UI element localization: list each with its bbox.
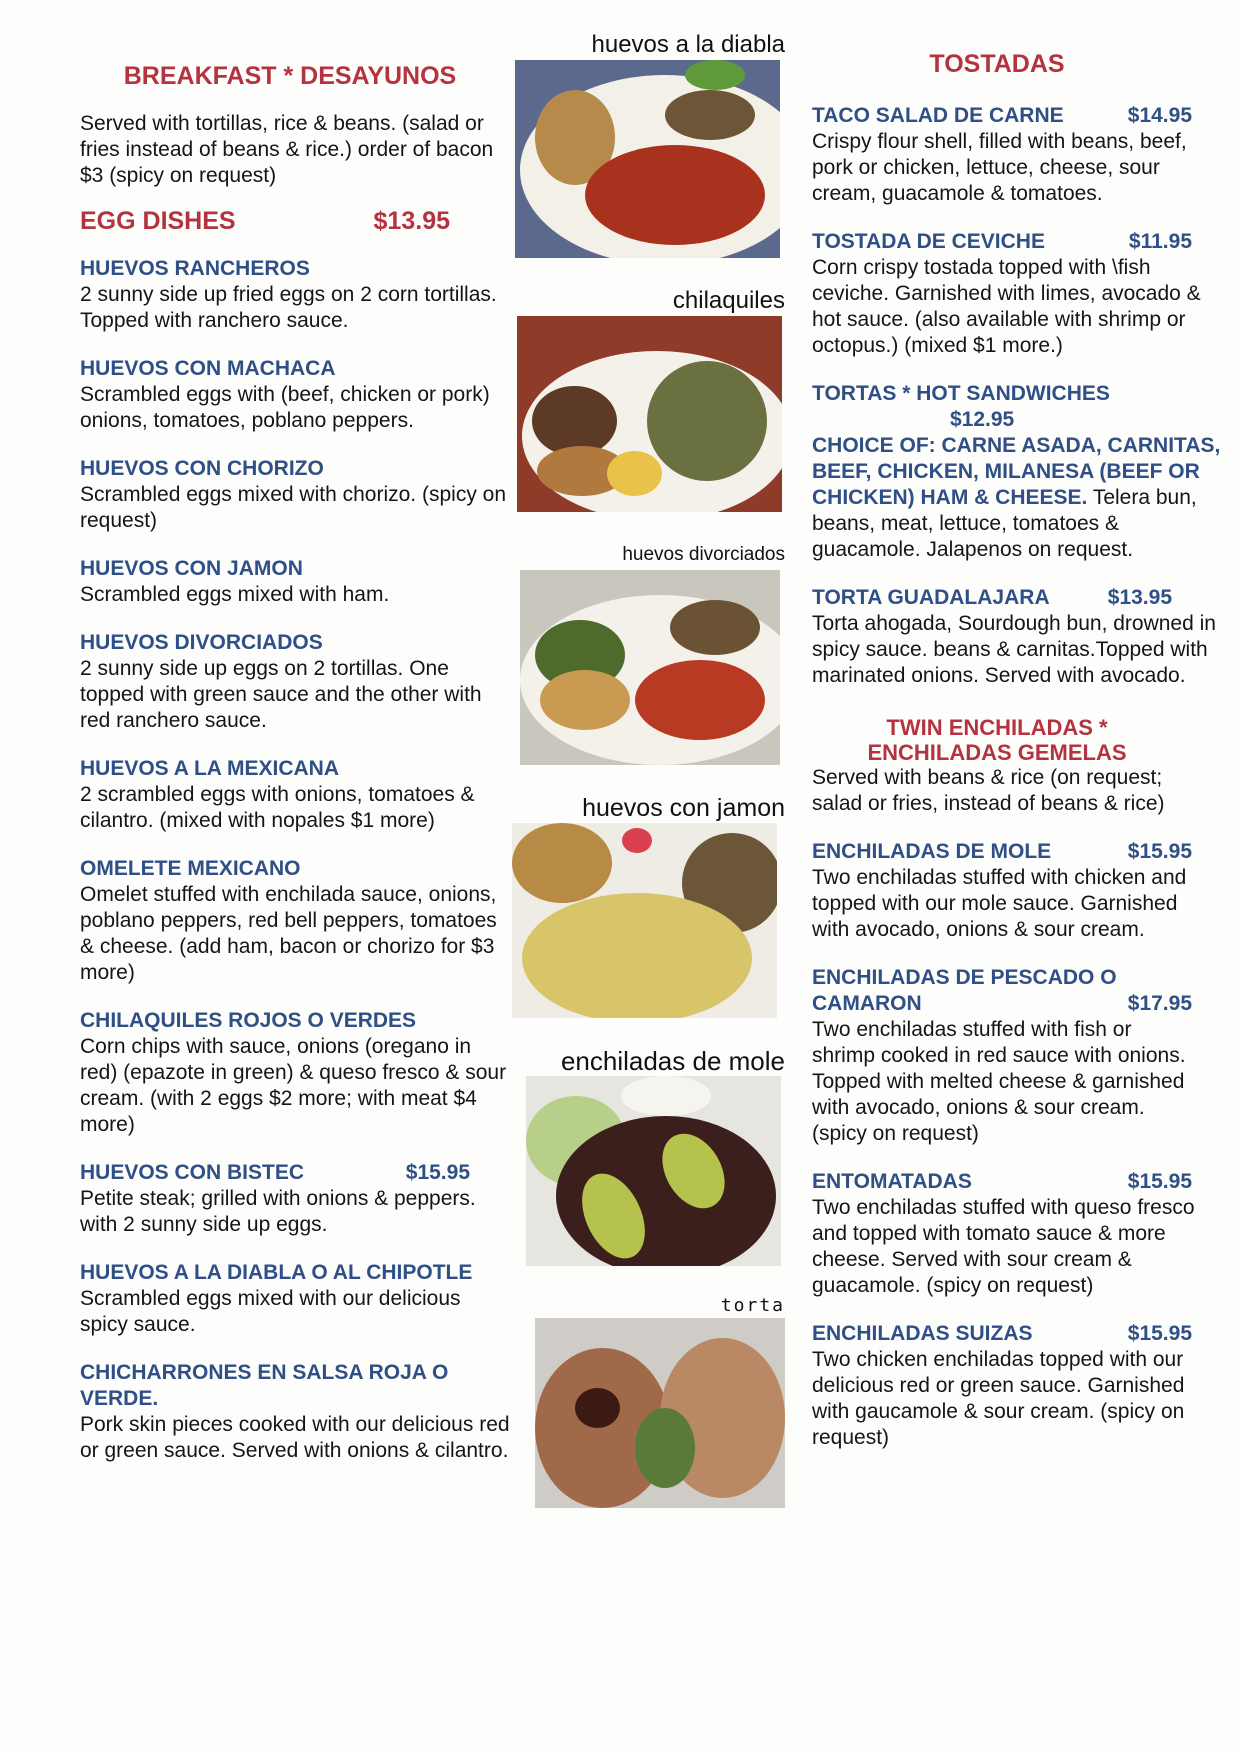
menu-item [80, 356, 510, 434]
item-price: $11.95 [1128, 230, 1192, 253]
menu-item [80, 256, 510, 334]
item-price: $15.95 [405, 1161, 470, 1184]
item-name-row [812, 839, 1192, 865]
item-desc: Petite steak; grilled with onions & peppers. with 2 sunny side up eggs. [80, 1187, 476, 1236]
item-desc: Corn chips with sauce, onions (oregano in red) (epazote in green) & queso fresco & sour cream. (with 2 eggs $2 more; with meat $4 more) [80, 1035, 507, 1136]
item-desc: Pork skin pieces cooked with our delicious red or green sauce. Served with onions & cilantro. [80, 1413, 510, 1462]
food-photo [535, 1318, 785, 1508]
photo-column [515, 30, 785, 1508]
menu-item [80, 1360, 510, 1464]
item-name: TORTAS * HOT SANDWICHES [812, 382, 1110, 405]
item-name: TACO SALAD DE CARNE [812, 104, 1064, 127]
tortas-desc: Telera bun, beans, meat, lettuce, tomatoes & guacamole. Jalapenos on request. [812, 486, 1197, 561]
tortas-choice: CHOICE OF: CARNE ASADA, CARNITAS, BEEF, CHICKEN, MILANESA (BEEF OR CHICKEN) HAM & CHEESE. [812, 434, 1221, 509]
breakfast-column [80, 62, 510, 1464]
item-price: $15.95 [1127, 1170, 1192, 1193]
item-desc: Scrambled eggs with (beef, chicken or pork) onions, tomatoes, poblano peppers. [80, 383, 490, 432]
item-desc: Two enchiladas stuffed with fish or shrimp cooked in red sauce with onions. Topped with melted cheese & garnished with avocado, onions & sour cream. (spicy on request) [812, 1018, 1186, 1145]
egg-dishes-header [80, 207, 450, 236]
menu-item [812, 229, 1222, 359]
menu-item [80, 1008, 510, 1138]
item-name: ENCHILADAS DE MOLE [812, 840, 1052, 863]
item-desc: Two enchiladas stuffed with queso fresco and topped with tomato sauce & more cheese. Served with sour cream & guacamole. (spicy on request) [812, 1196, 1195, 1297]
photo-caption: huevos con jamon [582, 794, 785, 822]
menu-item [80, 756, 510, 834]
item-name: HUEVOS RANCHEROS [80, 257, 310, 280]
item-desc [812, 433, 1222, 563]
item-price: $17.95 [1127, 992, 1192, 1015]
item-name: HUEVOS DIVORCIADOS [80, 631, 323, 654]
food-photo [512, 823, 777, 1018]
enchiladas-section [812, 715, 1222, 817]
menu-item [812, 839, 1222, 943]
item-desc: 2 sunny side up fried eggs on 2 corn tortillas. Topped with ranchero sauce. [80, 283, 497, 332]
photo-caption: huevos divorciados [622, 544, 785, 565]
menu-item [812, 1169, 1222, 1299]
item-name: HUEVOS CON BISTEC [80, 1161, 305, 1184]
menu-item-tortas [812, 381, 1222, 563]
item-name: TOSTADA DE CEVICHE [812, 230, 1045, 253]
photo-chilaquiles [515, 286, 785, 512]
item-name-row [812, 585, 1172, 611]
item-name-row [812, 229, 1192, 255]
item-name-row [812, 1169, 1192, 1195]
item-desc: Crispy flour shell, filled with beans, beef, pork or chicken, lettuce, cheese, sour cream, guacamole & tomatoes. [812, 130, 1187, 205]
item-name: HUEVOS A LA DIABLA O AL CHIPOTLE [80, 1261, 473, 1284]
item-desc: Scrambled eggs mixed with chorizo. (spicy on request) [80, 483, 507, 532]
item-name: OMELETE MEXICANO [80, 857, 301, 880]
photo-caption: enchiladas de mole [560, 1046, 785, 1076]
item-name-2: CAMARON [812, 992, 922, 1015]
item-price: $15.95 [1127, 1322, 1192, 1345]
photo-huevos-con-jamon [515, 793, 785, 1018]
menu-item [80, 856, 510, 986]
item-name: HUEVOS CON MACHACA [80, 357, 336, 380]
item-name: CHICHARRONES EN SALSA ROJA O VERDE. [80, 1361, 449, 1410]
photo-huevos-divorciados [515, 540, 785, 765]
item-name-row [812, 1321, 1192, 1347]
item-name: HUEVOS A LA MEXICANA [80, 757, 340, 780]
item-name: TORTA GUADALAJARA [812, 586, 1050, 609]
item-desc: Corn crispy tostada topped with \fish ceviche. Garnished with limes, avocado & hot sauce. (also available with shrimp or octopus.) (mixed $1 more.) [812, 256, 1201, 357]
breakfast-intro: Served with tortillas, rice & beans. (salad or fries instead of beans & rice.) order of bacon $3 (spicy on request) [80, 112, 494, 187]
item-name: ENCHILADAS SUIZAS [812, 1322, 1033, 1345]
enchiladas-title-2: ENCHILADAS GEMELAS [867, 740, 1127, 765]
menu-item [80, 630, 510, 734]
item-desc: Omelet stuffed with enchilada sauce, onions, poblano peppers, red bell peppers, tomatoes & cheese. (add ham, bacon or chorizo for $3 more) [80, 883, 497, 984]
item-price: $14.95 [1127, 104, 1192, 127]
item-desc: 2 sunny side up eggs on 2 tortillas. One topped with green sauce and the other with red ranchero sauce. [80, 657, 482, 732]
food-photo [515, 60, 780, 258]
item-name: HUEVOS CON CHORIZO [80, 457, 324, 480]
breakfast-title: BREAKFAST * DESAYUNOS [123, 62, 457, 90]
photo-caption: huevos a la diabla [591, 31, 785, 58]
item-price: $13.95 [1107, 586, 1172, 609]
enchiladas-intro: Served with beans & rice (on request; salad or fries, instead of beans & rice) [812, 766, 1165, 815]
enchiladas-title-1: TWIN ENCHILADAS * [886, 715, 1108, 740]
item-desc: Scrambled eggs mixed with ham. [80, 583, 390, 606]
item-name: ENCHILADAS DE PESCADO O [812, 966, 1117, 989]
menu-item [80, 556, 510, 608]
item-name: ENTOMATADAS [812, 1170, 972, 1193]
food-photo [517, 316, 782, 512]
photo-torta [515, 1294, 785, 1508]
item-name: CHILAQUILES ROJOS O VERDES [80, 1009, 417, 1032]
menu-item [812, 103, 1222, 207]
food-photo [520, 570, 780, 765]
item-desc: Torta ahogada, Sourdough bun, drowned in spicy sauce. beans & carnitas.Topped with marinated onions. Served with avocado. [812, 612, 1216, 687]
item-price: $15.95 [1127, 840, 1192, 863]
photo-enchiladas-de-mole [515, 1046, 785, 1266]
menu-item [80, 456, 510, 534]
item-desc: Two chicken enchiladas topped with our delicious red or green sauce. Garnished with gaucamole & sour cream. (spicy on request) [812, 1348, 1185, 1449]
item-desc: Scrambled eggs mixed with our delicious spicy sauce. [80, 1287, 461, 1336]
food-photo [526, 1076, 781, 1266]
item-price: $12.95 [950, 408, 1015, 431]
photo-caption: chilaquiles [672, 287, 785, 314]
item-desc: Two enchiladas stuffed with chicken and topped with our mole sauce. Garnished with avocado, onions & sour cream. [812, 866, 1187, 941]
egg-dishes-label: EGG DISHES [80, 207, 236, 235]
menu-item [80, 1160, 510, 1238]
item-name-row [812, 103, 1192, 129]
item-desc: 2 scrambled eggs with onions, tomatoes & cilantro. (mixed with nopales $1 more) [80, 783, 475, 832]
photo-caption: torta [720, 1295, 785, 1316]
tostadas-title: TOSTADAS [929, 50, 1065, 78]
item-name-row [812, 991, 1192, 1017]
item-name: HUEVOS CON JAMON [80, 557, 303, 580]
photo-huevos-a-la-diabla [515, 30, 785, 258]
menu-item [812, 965, 1222, 1147]
egg-dishes-price: $13.95 [373, 207, 450, 235]
tostadas-column [812, 50, 1222, 1451]
item-name-row [80, 1160, 470, 1186]
menu-item [812, 1321, 1222, 1451]
menu-item [812, 585, 1222, 689]
menu-item [80, 1260, 510, 1338]
